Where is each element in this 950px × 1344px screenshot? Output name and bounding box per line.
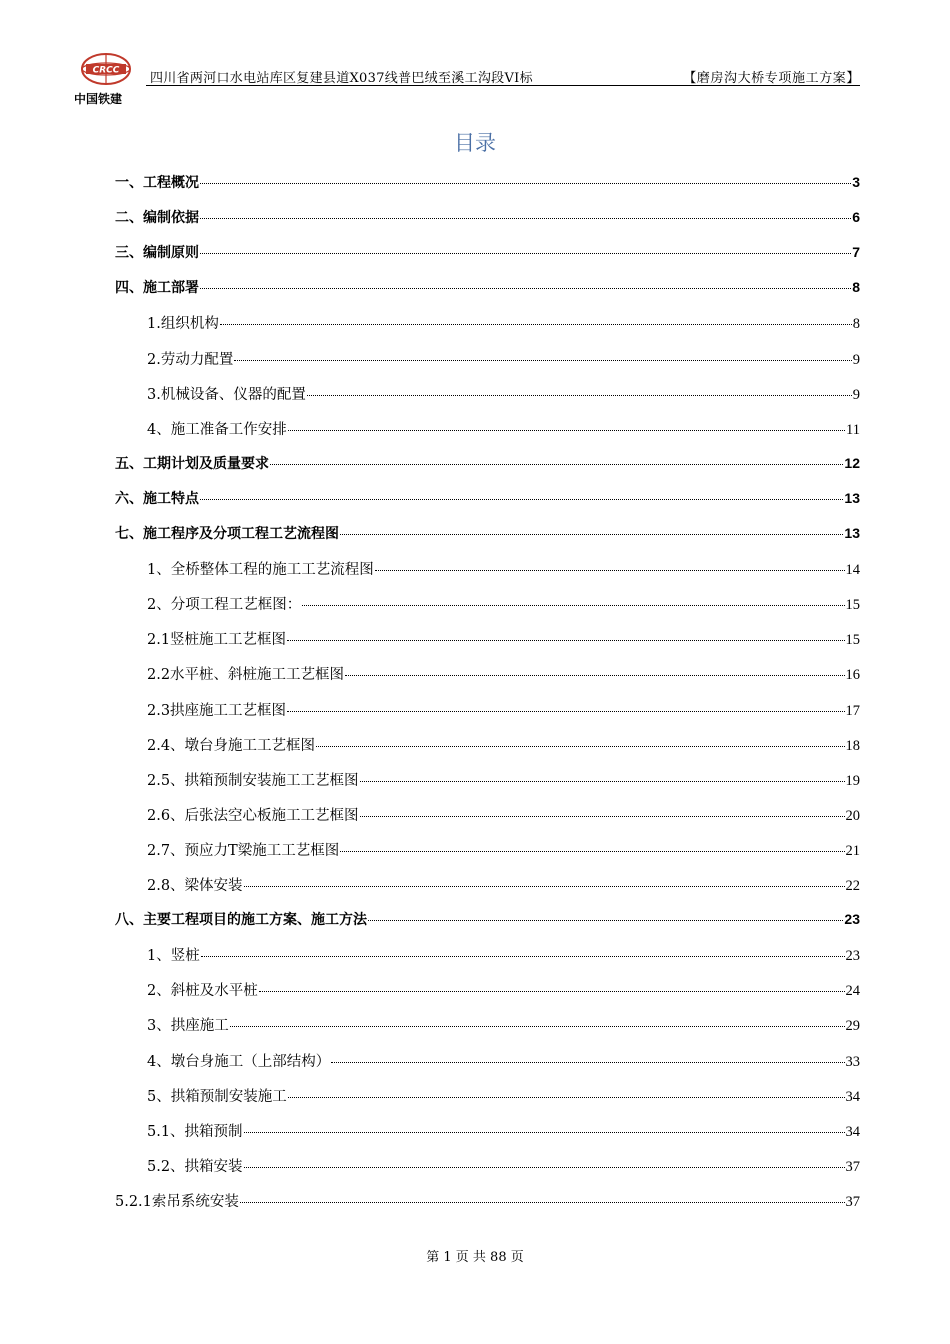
logo-text: 中国铁建 xyxy=(74,92,123,106)
toc-entry-page: 15 xyxy=(845,632,860,649)
toc-entry[interactable] xyxy=(147,628,860,649)
toc-entry[interactable] xyxy=(115,909,860,929)
toc-entry-label: 六、施工特点 xyxy=(115,490,199,507)
toc-entry-page: 7 xyxy=(852,244,860,261)
toc-entry-label: 四、施工部署 xyxy=(115,280,199,297)
toc-entry-label: 5、拱箱预制安装施工 xyxy=(147,1088,287,1105)
toc-leader-dots xyxy=(288,1097,845,1098)
toc-entry-label: 2.7、预应力T梁施工工艺框图 xyxy=(147,842,340,859)
toc-entry[interactable] xyxy=(147,1085,860,1106)
toc-entry-page: 37 xyxy=(845,1158,860,1175)
toc-entry-page: 9 xyxy=(852,351,860,368)
toc-entry[interactable] xyxy=(147,699,860,720)
toc-leader-dots xyxy=(230,1026,845,1027)
toc-entry-page: 11 xyxy=(846,421,860,438)
toc-entry-label: 2.5、拱箱预制安装施工工艺框图 xyxy=(147,772,359,789)
toc-leader-dots xyxy=(200,253,851,254)
toc-entry[interactable] xyxy=(147,593,860,614)
toc-leader-dots xyxy=(259,991,845,992)
toc-leader-dots xyxy=(375,570,845,571)
toc-leader-dots xyxy=(316,746,844,747)
toc-entry[interactable] xyxy=(115,488,860,508)
toc-entry-label: 4、墩台身施工（上部结构） xyxy=(147,1053,331,1070)
toc-leader-dots xyxy=(201,956,845,957)
toc-leader-dots xyxy=(360,781,845,782)
toc-entry[interactable] xyxy=(147,348,860,369)
toc-leader-dots xyxy=(220,324,852,325)
toc-leader-dots xyxy=(368,920,843,921)
toc-leader-dots xyxy=(244,1167,845,1168)
toc-entry-label: 三、编制原则 xyxy=(115,245,199,262)
toc-entry[interactable] xyxy=(147,312,860,333)
toc-entry[interactable] xyxy=(147,1155,860,1176)
toc-entry[interactable] xyxy=(115,523,860,543)
page-header xyxy=(70,50,860,110)
toc-leader-dots xyxy=(340,851,844,852)
toc-entry-label: 2.4、墩台身施工工艺框图 xyxy=(147,737,316,754)
toc-entry-page: 14 xyxy=(845,562,860,579)
toc-entry[interactable] xyxy=(147,874,860,895)
toc-entry[interactable] xyxy=(147,944,860,965)
toc-entry-page: 29 xyxy=(845,1018,860,1035)
page-footer: 第 1 页 共 88 页 xyxy=(426,1250,524,1265)
toc-entry-label: 2.6、后张法空心板施工工艺框图 xyxy=(147,807,359,824)
toc-leader-dots xyxy=(302,605,844,606)
toc-entry-label: 4、施工准备工作安排 xyxy=(147,421,287,438)
toc-entry-label: 3、拱座施工 xyxy=(147,1018,229,1035)
toc-entry-page: 13 xyxy=(844,489,860,506)
toc-entry-label: 2.1竖桩施工工艺框图 xyxy=(147,632,287,649)
toc-leader-dots xyxy=(240,1202,845,1203)
toc-leader-dots xyxy=(234,360,851,361)
toc-entry[interactable] xyxy=(147,663,860,684)
toc-entry-label: 七、施工程序及分项工程工艺流程图 xyxy=(115,526,339,542)
toc-leader-dots xyxy=(307,395,852,396)
toc-entry[interactable] xyxy=(147,1120,860,1141)
toc-leader-dots xyxy=(288,430,845,431)
toc-entry[interactable] xyxy=(147,839,860,860)
toc-entry-label: 一、工程概况 xyxy=(115,175,199,191)
toc-entry-label: 1、竖桩 xyxy=(147,948,200,965)
toc-entry-page: 21 xyxy=(845,842,860,859)
toc-entry[interactable] xyxy=(147,1014,860,1035)
toc-entry[interactable] xyxy=(115,242,860,262)
header-document-name: 【磨房沟大桥专项施工方案】 xyxy=(683,71,860,86)
toc-entry-page: 9 xyxy=(852,386,860,403)
toc-entry-page: 8 xyxy=(852,316,860,333)
toc-leader-dots xyxy=(200,499,843,500)
header-project-name: 四川省两河口水电站库区复建县道X037线普巴绒至溪工沟段VI标 xyxy=(150,71,533,86)
toc-entry-label: 五、工期计划及质量要求 xyxy=(115,455,269,472)
toc-entry-page: 6 xyxy=(852,209,860,226)
toc-entry[interactable] xyxy=(147,769,860,790)
toc-entry-page: 23 xyxy=(844,911,860,928)
toc-entry[interactable] xyxy=(147,734,860,755)
header-rule xyxy=(146,85,860,86)
toc-entry-label: 2、分项工程工艺框图： xyxy=(147,597,302,614)
toc-entry-label: 2.3拱座施工工艺框图 xyxy=(147,702,287,719)
toc-leader-dots xyxy=(200,218,851,219)
toc-entry-page: 34 xyxy=(845,1123,860,1140)
toc-entry[interactable] xyxy=(147,1050,860,1071)
toc-entry-label: 5.1、拱箱预制 xyxy=(147,1123,243,1140)
toc-entry[interactable] xyxy=(147,383,860,404)
toc-entry-page: 13 xyxy=(844,525,860,541)
toc-leader-dots xyxy=(287,640,844,641)
toc-entry-page: 23 xyxy=(845,948,860,965)
toc-leader-dots xyxy=(244,1132,845,1133)
toc-leader-dots xyxy=(270,464,843,465)
crcc-logo xyxy=(74,52,138,108)
toc-leader-dots xyxy=(345,675,844,676)
toc-entry[interactable] xyxy=(115,1190,860,1211)
toc-entry-label: 2.2水平桩、斜桩施工工艺框图 xyxy=(147,667,345,684)
toc-entry-page: 3 xyxy=(852,174,860,190)
toc-entry-label: 2.8、梁体安装 xyxy=(147,878,243,894)
toc-entry[interactable] xyxy=(147,979,860,1000)
toc-entry-label: 1、全桥整体工程的施工工艺流程图 xyxy=(147,562,374,579)
toc-entry-page: 33 xyxy=(845,1053,860,1070)
toc-entry-label: 2.劳动力配置 xyxy=(147,351,234,368)
toc-entry-label: 2、斜桩及水平桩 xyxy=(147,983,258,1000)
crcc-logo-icon xyxy=(80,52,132,86)
toc-entry[interactable] xyxy=(147,558,860,579)
toc-entry[interactable] xyxy=(115,207,860,227)
toc-entry[interactable] xyxy=(115,453,860,473)
toc-entry-label: 1.组织机构 xyxy=(147,316,219,333)
toc-leader-dots xyxy=(360,816,845,817)
toc-entry-label: 二、编制依据 xyxy=(115,210,199,227)
toc-entry[interactable] xyxy=(147,418,860,439)
toc-entry-page: 16 xyxy=(845,667,860,684)
toc-entry-page: 22 xyxy=(845,878,860,894)
svg-text:CRCC: CRCC xyxy=(92,65,120,76)
toc-entry-page: 12 xyxy=(844,454,860,471)
toc-entry-label: 八、主要工程项目的施工方案、施工方法 xyxy=(115,912,367,929)
toc-entry[interactable] xyxy=(115,277,860,297)
toc-entry-page: 17 xyxy=(845,702,860,719)
toc-title: 目录 xyxy=(454,131,496,155)
toc-entry-label: 3.机械设备、仪器的配置 xyxy=(147,386,306,403)
toc-entry-label: 5.2、拱箱安装 xyxy=(147,1158,243,1175)
toc-entry-page: 37 xyxy=(845,1193,860,1210)
toc-entry-page: 18 xyxy=(845,737,860,754)
toc-leader-dots xyxy=(200,288,851,289)
toc-entry-page: 15 xyxy=(845,597,860,614)
toc-leader-dots xyxy=(331,1062,844,1063)
toc-entry-page: 34 xyxy=(845,1088,860,1105)
toc-leader-dots xyxy=(244,886,845,887)
toc-entry-label: 5.2.1索吊系统安装 xyxy=(115,1193,239,1210)
toc-leader-dots xyxy=(340,534,843,535)
toc-entry[interactable] xyxy=(115,172,860,192)
toc-entry-page: 19 xyxy=(845,772,860,789)
toc-entry[interactable] xyxy=(147,804,860,825)
toc-entry-page: 8 xyxy=(852,279,860,296)
toc-leader-dots xyxy=(200,183,851,184)
toc-entry-page: 24 xyxy=(845,983,860,1000)
toc-entry-page: 20 xyxy=(845,807,860,824)
toc-leader-dots xyxy=(287,711,844,712)
